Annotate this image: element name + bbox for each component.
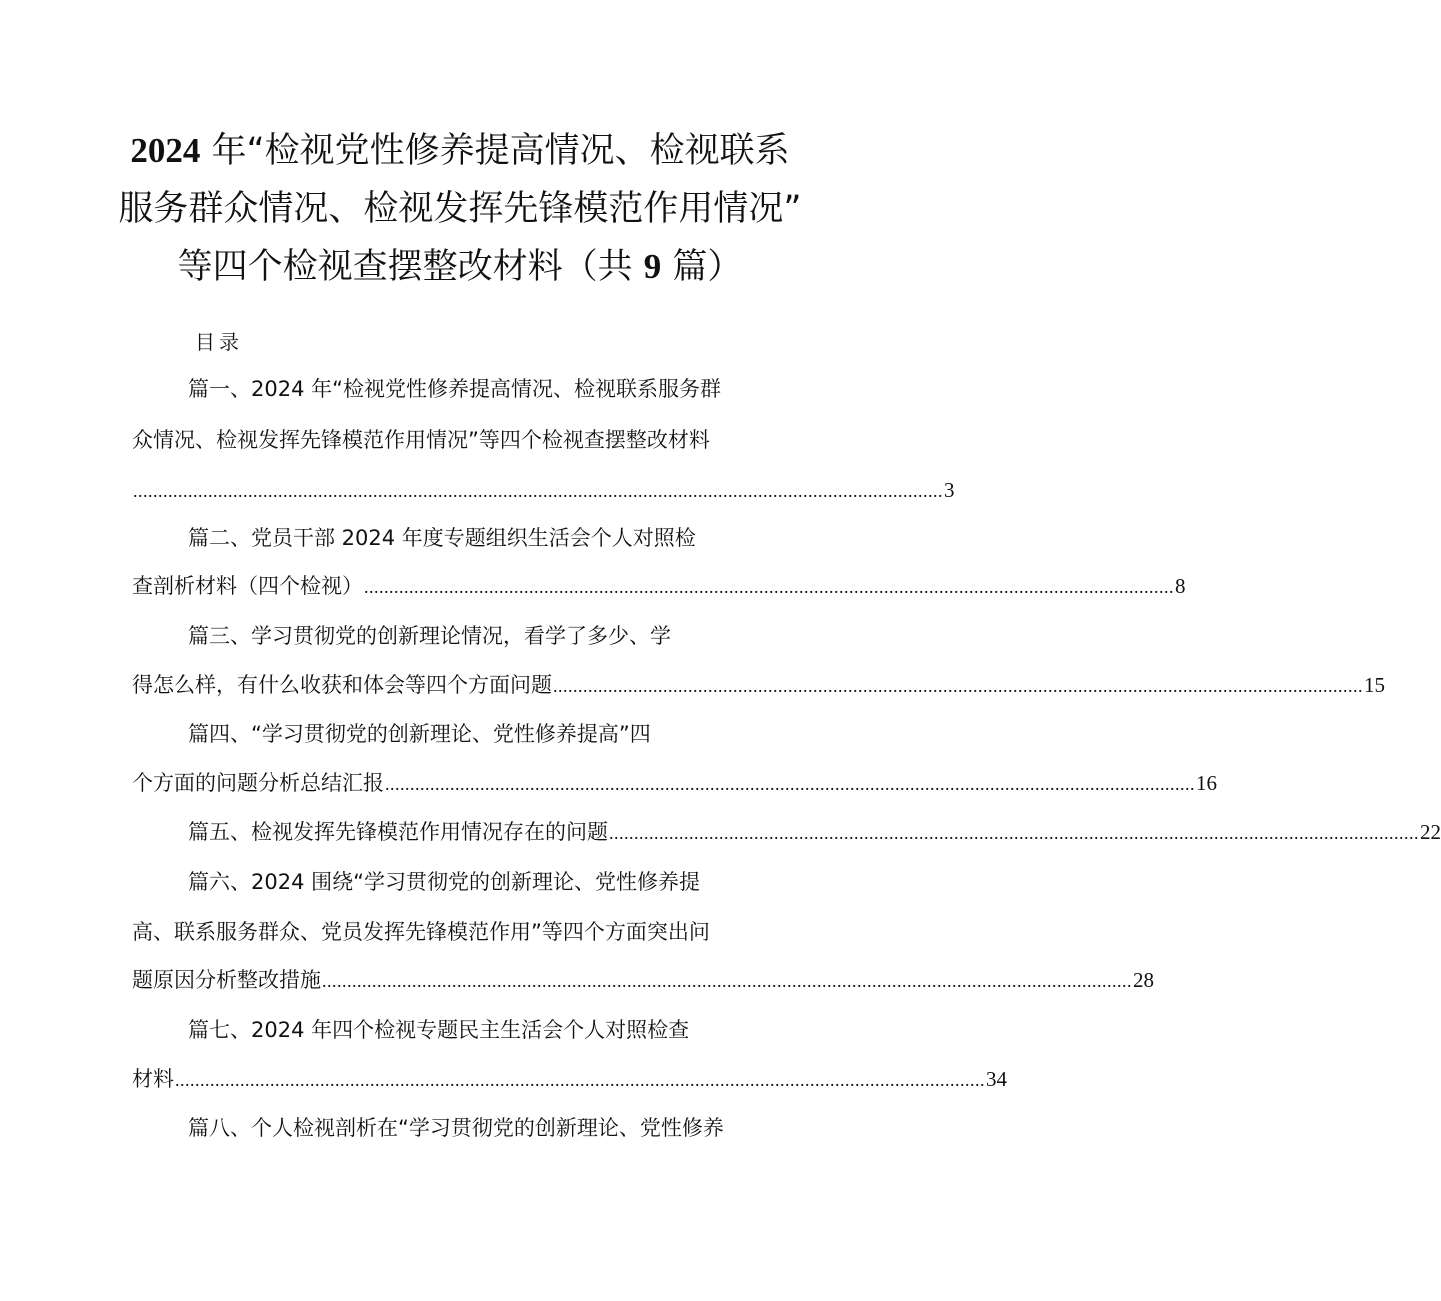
toc-heading: 目录 xyxy=(195,330,243,354)
toc-entry-2-line-2: 查剖析材料（四个检视） xyxy=(132,574,363,598)
leader-dots: .................................................................................................................................................................. xyxy=(175,1070,985,1090)
toc-entry-1-line-1[interactable]: 篇一、2024 年“检视党性修养提高情况、检视联系服务群 xyxy=(188,377,721,401)
toc-entry-2-leader[interactable] xyxy=(132,570,1186,603)
toc-entry-6-leader[interactable] xyxy=(132,964,1154,997)
toc-entry-3-leader[interactable] xyxy=(132,669,1385,702)
toc-entry-6-line-2[interactable]: 高、联系服务群众、党员发挥先锋模范作用”等四个方面突出问 xyxy=(132,920,710,944)
leader-dots: .................................................................................................................................................................. xyxy=(385,774,1195,794)
toc-entry-5-page: 22 xyxy=(1420,820,1441,844)
leader-dots: .................................................................................................................................................................. xyxy=(553,676,1363,696)
toc-entry-3-line-2: 得怎么样，有什么收获和体会等四个方面问题 xyxy=(132,673,552,697)
toc-entry-6-line-3: 题原因分析整改措施 xyxy=(132,968,321,992)
toc-entry-3-page: 15 xyxy=(1364,673,1385,697)
title-line-3: 等四个检视查摆整改材料（共 9 篇） xyxy=(177,247,743,287)
title-line-2: 服务群众情况、检视发挥先锋模范作用情况” xyxy=(118,189,802,229)
toc-entry-7-line-1[interactable]: 篇七、2024 年四个检视专题民主生活会个人对照检查 xyxy=(188,1018,690,1042)
title-line-1: 2024 年“检视党性修养提高情况、检视联系 xyxy=(130,131,790,171)
toc-entry-1-page: 3 xyxy=(944,478,955,502)
leader-dots: .................................................................................................................................................................. xyxy=(322,971,1132,991)
toc-entry-1-line-2[interactable]: 众情况、检视发挥先锋模范作用情况”等四个检视查摆整改材料 xyxy=(132,428,710,452)
leader-dots: .................................................................................................................................................................. xyxy=(364,577,1174,597)
toc-entry-3-line-1[interactable]: 篇三、学习贯彻党的创新理论情况，看学了多少、学 xyxy=(188,624,671,648)
toc-entry-4-line-2: 个方面的问题分析总结汇报 xyxy=(132,771,384,795)
toc-entry-4-line-1[interactable]: 篇四、“学习贯彻党的创新理论、党性修养提高”四 xyxy=(188,722,651,746)
toc-entry-4-page: 16 xyxy=(1196,771,1217,795)
toc-entry-6-line-1[interactable]: 篇六、2024 围绕“学习贯彻党的创新理论、党性修养提 xyxy=(188,870,700,894)
toc-entry-1-leader[interactable] xyxy=(132,474,955,507)
document-title xyxy=(0,122,920,296)
toc-entry-8-line-1[interactable]: 篇八、个人检视剖析在“学习贯彻党的创新理论、党性修养 xyxy=(188,1116,724,1140)
toc-entry-4-leader[interactable] xyxy=(132,767,1217,800)
toc-entry-7-line-2: 材料 xyxy=(132,1067,174,1091)
toc-entry-5-line-1: 篇五、检视发挥先锋模范作用情况存在的问题 xyxy=(188,820,608,844)
toc-entry-6-page: 28 xyxy=(1133,968,1154,992)
toc-entry-5-leader[interactable] xyxy=(188,816,1441,849)
toc-entry-7-page: 34 xyxy=(986,1067,1007,1091)
toc-entry-7-leader[interactable] xyxy=(132,1063,1007,1096)
toc-entry-2-page: 8 xyxy=(1175,574,1186,598)
leader-dots: .................................................................................................................................................................. xyxy=(609,823,1419,843)
toc-entry-2-line-1[interactable]: 篇二、党员干部 2024 年度专题组织生活会个人对照检 xyxy=(188,526,696,550)
leader-dots: .................................................................................................................................................................. xyxy=(133,481,943,501)
